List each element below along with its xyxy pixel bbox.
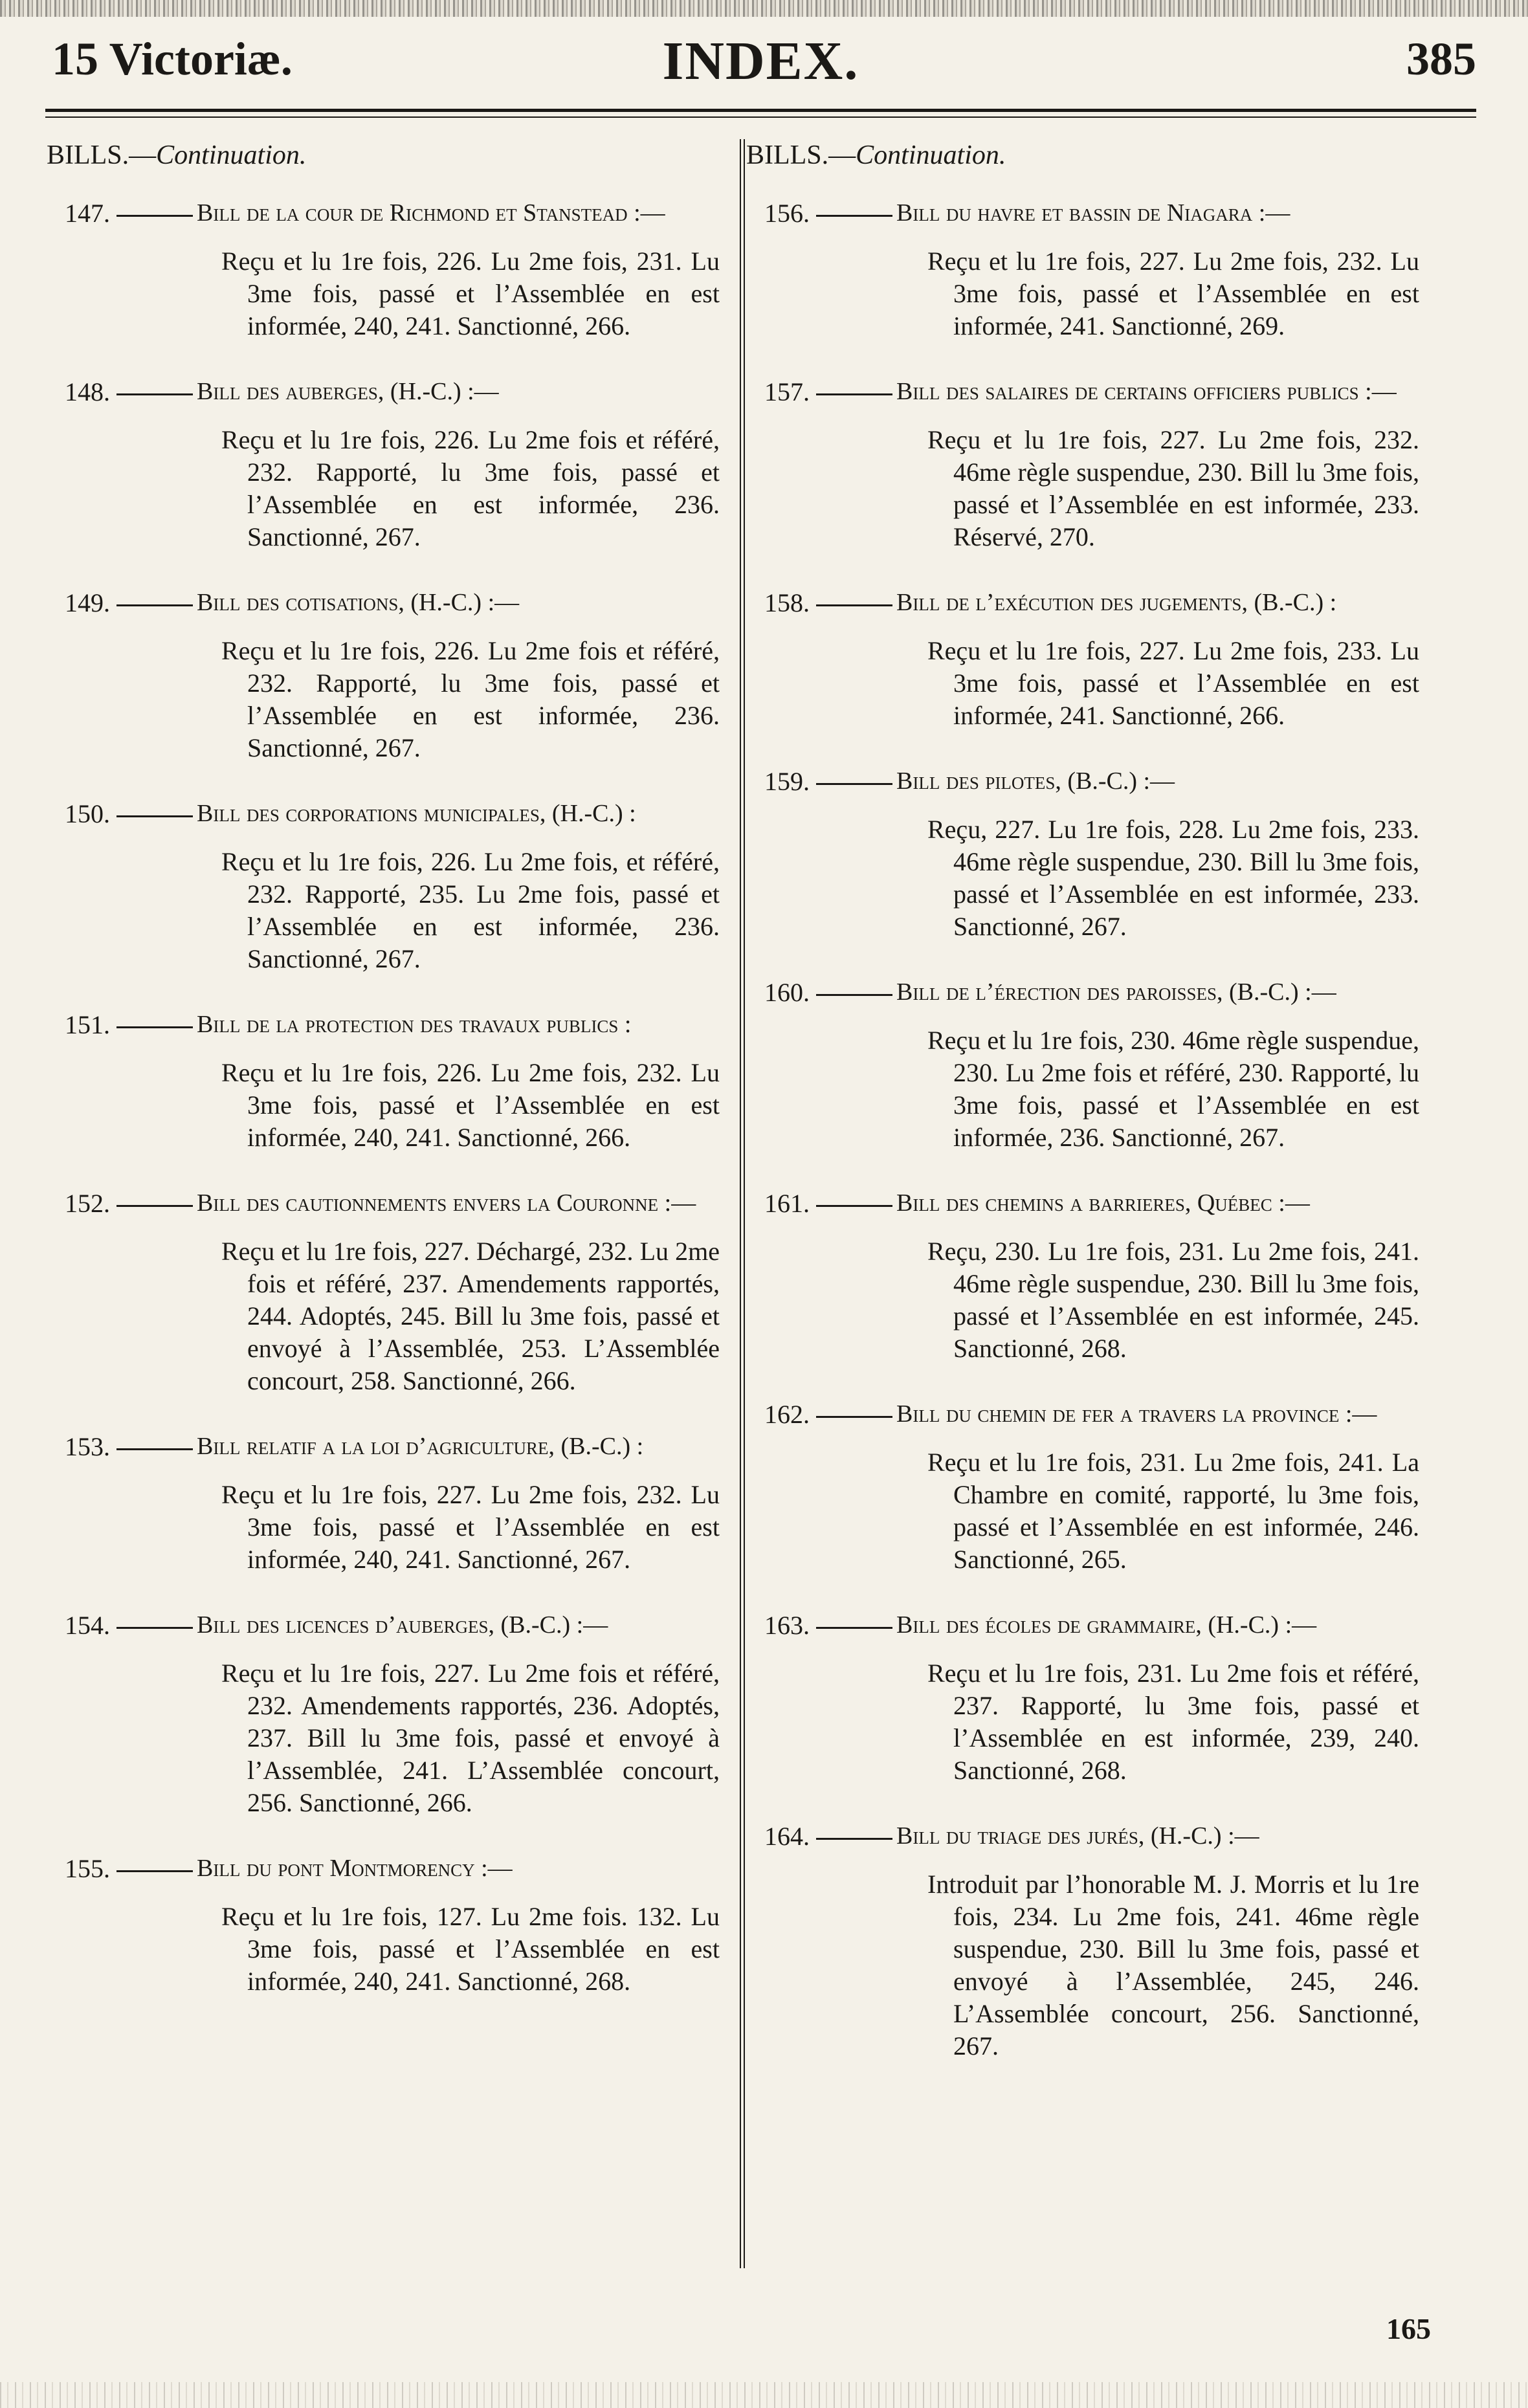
leader-dash [116, 1026, 193, 1028]
entry-title: Bill des pilotes, (B.-C.) :— [896, 768, 1175, 795]
leader-dash [816, 1838, 892, 1840]
right-entry-list [746, 197, 1419, 2062]
entry-title: Bill des corporations municipales, (H.-C.) : [197, 800, 636, 827]
entry-heading [47, 1009, 720, 1041]
entry-title: Bill des écoles de grammaire, (H.-C.) :— [896, 1611, 1317, 1639]
entry-heading [47, 376, 720, 408]
entry-number: 149. [65, 588, 110, 617]
entry-number: 164. [764, 1822, 810, 1851]
entry-title: Bill de la cour de Richmond et Stanstead :— [197, 199, 665, 226]
leader-dash [816, 1416, 892, 1418]
entry-number: 161. [764, 1189, 810, 1218]
entry-number: 158. [764, 588, 810, 617]
leader-dash [116, 1448, 193, 1450]
continuation-heading: BILLS.—Continuation. [47, 140, 307, 170]
continuation-italic: Continuation. [856, 140, 1006, 170]
index-entry [47, 798, 720, 975]
entry-proceedings: Reçu, 230. Lu 1re fois, 231. Lu 2me fois, 241. 46me règle suspendue, 230. Bill lu 3me fois, passé et l’Assemblée en est informée, 245. Sanctionné, 268. [927, 1237, 1419, 1363]
entry-heading [47, 1431, 720, 1463]
index-entry [47, 1187, 720, 1397]
entry-proceedings: Reçu et lu 1re fois, 226. Lu 2me fois et référé, 232. Rapporté, lu 3me fois, passé et l’Assemblée en est informée, 236. Sanctionné, 267. [221, 636, 720, 762]
entry-heading [47, 1853, 720, 1885]
header-left: 15 Victoriæ. [52, 33, 293, 85]
entry-number: 156. [764, 199, 810, 228]
entry-proceedings: Reçu et lu 1re fois, 227. Lu 2me fois, 232. Lu 3me fois, passé et l’Assemblée en est informée, 241. Sanctionné, 269. [927, 247, 1419, 340]
index-entry [746, 1187, 1419, 1365]
entry-number: 163. [764, 1611, 810, 1640]
leader-dash [816, 994, 892, 996]
leader-dash [816, 1205, 892, 1207]
entry-title: Bill du triage des jurés, (H.-C.) :— [896, 1822, 1259, 1850]
left-entry-list [47, 197, 720, 1998]
entry-number: 160. [764, 978, 810, 1007]
entry-heading [746, 1398, 1419, 1431]
index-entry [746, 1398, 1419, 1576]
running-header [45, 25, 1476, 91]
header-rule-thick [45, 109, 1476, 112]
right-column [746, 139, 1419, 2096]
entry-proceedings: Reçu et lu 1re fois, 226. Lu 2me fois, et référé, 232. Rapporté, 235. Lu 2me fois, passé et l’Assemblée en est informée, 236. Sanctionné, 267. [221, 847, 720, 973]
entry-heading [47, 587, 720, 619]
entry-proceedings: Reçu et lu 1re fois, 226. Lu 2me fois et référé, 232. Rapporté, lu 3me fois, passé et l’Assemblée en est informée, 236. Sanctionné, 267. [221, 425, 720, 551]
entry-proceedings: Reçu et lu 1re fois, 227. Lu 2me fois, 232. 46me règle suspendue, 230. Bill lu 3me fois, passé et l’Assemblée en est informée, 233. Réservé, 270. [927, 425, 1419, 551]
entry-title: Bill du havre et bassin de Niagara :— [896, 199, 1290, 226]
top-scan-noise [0, 0, 1528, 17]
leader-dash [116, 1870, 193, 1872]
entry-number: 148. [65, 377, 110, 406]
leader-dash [816, 783, 892, 785]
column-divider [740, 139, 745, 2268]
entry-proceedings: Reçu et lu 1re fois, 227. Lu 2me fois et référé, 232. Amendements rapportés, 236. Adoptés, 237. Bill lu 3me fois, passé et envoyé à l’Assemblée, 241. L’Assemblée concourt, 256. Sanctionné, 266. [221, 1659, 720, 1817]
entry-number: 147. [65, 199, 110, 228]
entry-proceedings: Reçu et lu 1re fois, 231. Lu 2me fois et référé, 237. Rapporté, lu 3me fois, passé et l’Assemblée en est informée, 239, 240. Sanctionné, 268. [927, 1659, 1419, 1785]
entry-heading [47, 1609, 720, 1642]
entry-proceedings: Reçu et lu 1re fois, 226. Lu 2me fois, 232. Lu 3me fois, passé et l’Assemblée en est informée, 240, 241. Sanctionné, 266. [221, 1058, 720, 1152]
entry-number: 157. [764, 377, 810, 406]
header-rule-thin [45, 116, 1476, 118]
leader-dash [816, 215, 892, 217]
entry-heading [746, 1609, 1419, 1642]
folio-number: 165 [1386, 2312, 1431, 2345]
leader-dash [116, 1205, 193, 1207]
entry-title: Bill des auberges, (H.-C.) :— [197, 378, 499, 405]
index-entry [746, 766, 1419, 943]
bottom-scan-noise [0, 2382, 1528, 2408]
entry-title: Bill de l’exécution des jugements, (B.-C.) : [896, 589, 1337, 616]
entry-proceedings: Reçu et lu 1re fois, 227. Déchargé, 232. Lu 2me fois et référé, 237. Amendements rapportés, 244. Adoptés, 245. Bill lu 3me fois, passé et envoyé à l’Assemblée, 253. L’Assemblée concourt, 258. Sanctionné, 266. [221, 1237, 720, 1395]
page-number: 385 [1406, 33, 1476, 85]
index-entry [746, 197, 1419, 342]
entry-number: 150. [65, 799, 110, 828]
entry-number: 155. [65, 1854, 110, 1883]
entry-title: Bill de la protection des travaux publics : [197, 1011, 632, 1038]
entry-proceedings: Reçu et lu 1re fois, 227. Lu 2me fois, 232. Lu 3me fois, passé et l’Assemblée en est informée, 240, 241. Sanctionné, 267. [221, 1480, 720, 1574]
leader-dash [816, 1627, 892, 1629]
entry-title: Bill du pont Montmorency :— [197, 1855, 513, 1882]
entry-heading [746, 977, 1419, 1009]
entry-heading [746, 376, 1419, 408]
leader-dash [116, 1627, 193, 1629]
entry-proceedings: Reçu et lu 1re fois, 226. Lu 2me fois, 231. Lu 3me fois, passé et l’Assemblée en est informée, 240, 241. Sanctionné, 266. [221, 247, 720, 340]
leader-dash [116, 215, 193, 217]
entry-title: Bill du chemin de fer a travers la province :— [896, 1400, 1377, 1428]
entry-heading [746, 197, 1419, 230]
index-entry [47, 197, 720, 342]
entry-proceedings: Reçu et lu 1re fois, 227. Lu 2me fois, 233. Lu 3me fois, passé et l’Assemblée en est informée, 241. Sanctionné, 266. [927, 636, 1419, 730]
continuation-label: BILLS. [47, 140, 129, 170]
entry-title: Bill des salaires de certains officiers publics :— [896, 378, 1397, 405]
index-entry [47, 1609, 720, 1819]
index-entry [746, 1820, 1419, 2062]
index-entry [746, 977, 1419, 1154]
entry-number: 159. [764, 767, 810, 796]
entry-heading [47, 197, 720, 230]
entry-heading [746, 1820, 1419, 1853]
index-entry [47, 1853, 720, 1998]
header-title: INDEX. [662, 31, 859, 91]
entry-heading [47, 798, 720, 830]
index-entry [47, 1009, 720, 1154]
entry-number: 151. [65, 1010, 110, 1039]
index-entry [47, 1431, 720, 1576]
index-entry [746, 587, 1419, 732]
entry-title: Bill des chemins a barrieres, Québec :— [896, 1189, 1310, 1217]
leader-dash [116, 393, 193, 395]
leader-dash [116, 604, 193, 606]
entry-heading [746, 766, 1419, 798]
index-entry [47, 587, 720, 764]
entry-number: 152. [65, 1189, 110, 1218]
leader-dash [816, 604, 892, 606]
leader-dash [116, 815, 193, 817]
entry-number: 162. [764, 1400, 810, 1429]
entry-title: Bill des cotisations, (H.-C.) :— [197, 589, 520, 616]
entry-proceedings: Introduit par l’honorable M. J. Morris et lu 1re fois, 234. Lu 2me fois, 241. 46me règle suspendue, 230. Bill lu 3me fois, passé et envoyé à l’Assemblée, 245, 246. L’Assemblée concourt, 256. Sanctionné, 267. [927, 1870, 1419, 2060]
entry-title: Bill des licences d’auberges, (B.-C.) :— [197, 1611, 608, 1639]
entry-title: Bill de l’érection des paroisses, (B.-C.) :— [896, 978, 1336, 1006]
entry-title: Bill des cautionnements envers la Couronne :— [197, 1189, 696, 1217]
entry-proceedings: Reçu, 227. Lu 1re fois, 228. Lu 2me fois, 233. 46me règle suspendue, 230. Bill lu 3me fois, passé et l’Assemblée en est informée, 233. Sanctionné, 267. [927, 815, 1419, 941]
entry-number: 154. [65, 1611, 110, 1640]
entry-proceedings: Reçu et lu 1re fois, 127. Lu 2me fois. 132. Lu 3me fois, passé et l’Assemblée en est informée, 240, 241. Sanctionné, 268. [221, 1902, 720, 1996]
entry-heading [746, 587, 1419, 619]
left-column [47, 139, 720, 2031]
index-entry [746, 1609, 1419, 1787]
entry-number: 153. [65, 1432, 110, 1461]
entry-proceedings: Reçu et lu 1re fois, 230. 46me règle suspendue, 230. Lu 2me fois et référé, 230. Rapporté, lu 3me fois, passé et l’Assemblée en est informée, 236. Sanctionné, 267. [927, 1026, 1419, 1152]
index-entry [746, 376, 1419, 553]
entry-heading [746, 1187, 1419, 1220]
continuation-heading: BILLS.—Continuation. [746, 140, 1006, 170]
continuation-label: BILLS. [746, 140, 829, 170]
continuation-italic: Continuation. [156, 140, 307, 170]
entry-title: Bill relatif a la loi d’agriculture, (B.-C.) : [197, 1433, 644, 1460]
leader-dash [816, 393, 892, 395]
entry-proceedings: Reçu et lu 1re fois, 231. Lu 2me fois, 241. La Chambre en comité, rapporté, lu 3me fois, passé et l’Assemblée en est informée, 246. Sanctionné, 265. [927, 1448, 1419, 1574]
entry-heading [47, 1187, 720, 1220]
index-entry [47, 376, 720, 553]
